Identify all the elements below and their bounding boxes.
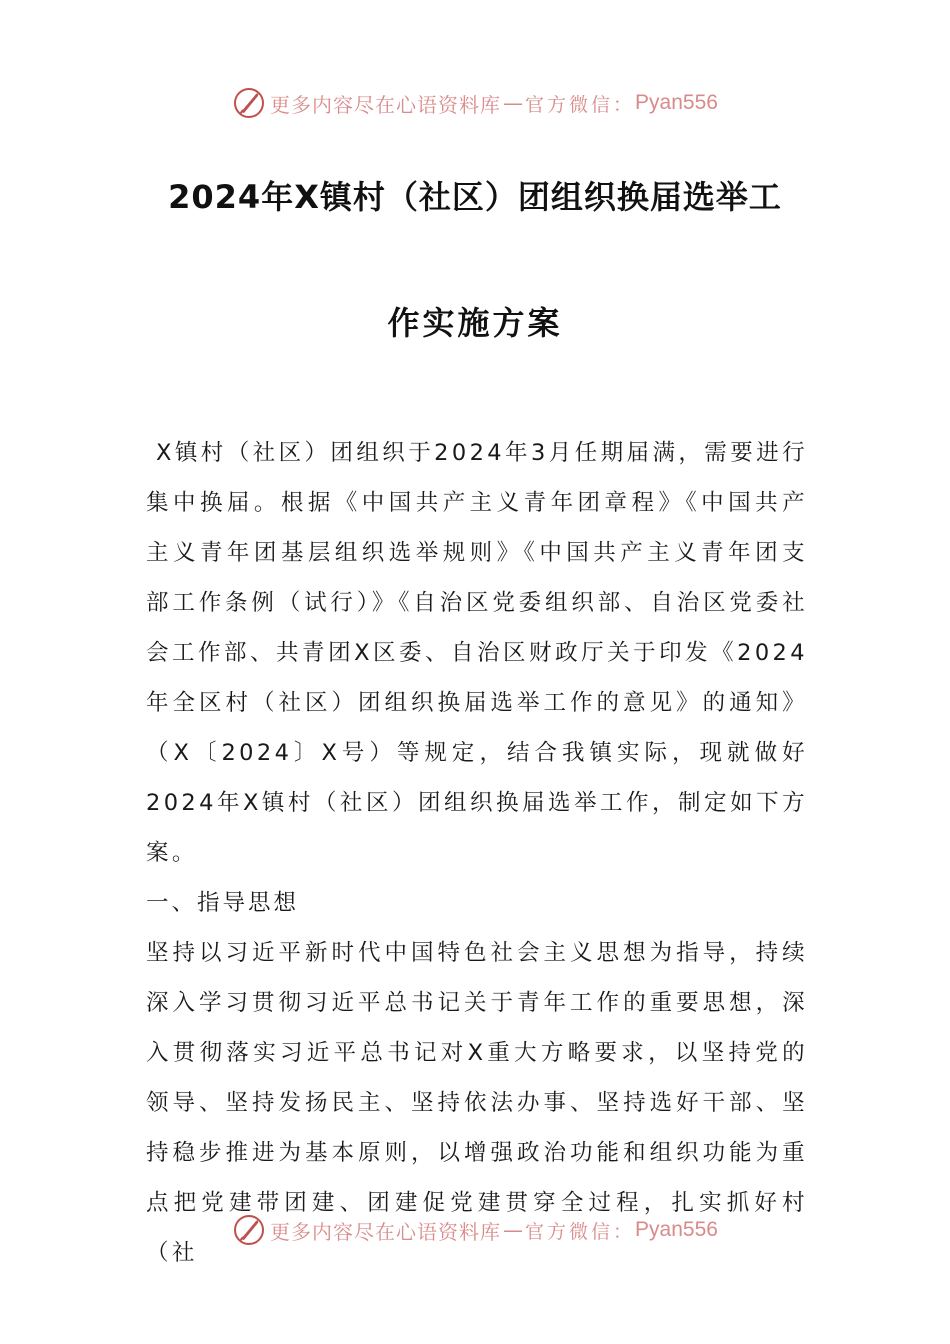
banner-wechat-label: 官方微信： (525, 1220, 636, 1243)
banner-wechat-label: 官方微信： (525, 93, 636, 116)
banner-text: 更多内容尽在心语资料库 (270, 92, 502, 117)
banner-wechat-id: Pyan556 (635, 91, 718, 114)
document-body (146, 428, 808, 1278)
document-title-line1: 2024年X镇村（社区）团组织换届选举工 (168, 178, 782, 216)
banner-wechat-id: Pyan556 (635, 1218, 718, 1241)
header-banner (0, 83, 950, 123)
footer-banner (0, 1210, 950, 1250)
section-paragraph-guiding-ideology: 坚持以习近平新时代中国特色社会主义思想为指导，持续深入学习贯彻习近平总书记关于青年工作的重要思想，深入贯彻落实习近平总书记对X重大方略要求，以坚持党的领导、坚持发扬民主、坚持依法办事、坚持选好干部、坚持稳步推进为基本原则，以增强政治功能和组织功能为重点把党建带团建、团建促党建贯穿全过程，扎实抓好村（社 (146, 940, 808, 1266)
banner-dash: — (503, 1218, 524, 1242)
intro-paragraph: X镇村（社区）团组织于2024年3月任期届满，需要进行集中换届。根据《中国共产主义青年团章程》《中国共产主义青年团基层组织选举规则》《中国共产主义青年团支部工作条例（试行）》《自治区党委组织部、自治区党委社会工作部、共青团X区委、自治区财政厅关于印发《2024年全区村（社区）团组织换届选举工作的意见》的通知》（X〔2024〕X号）等规定，结合我镇实际，现就做好2024年X镇村（社区）团组织换届选举工作，制定如下方案。 (146, 440, 808, 866)
document-title-line2: 作实施方案 (387, 304, 563, 342)
quill-pen-icon (232, 1213, 266, 1247)
quill-pen-icon (232, 86, 266, 120)
banner-dash: — (503, 91, 524, 115)
banner-text: 更多内容尽在心语资料库 (270, 1219, 502, 1244)
section-heading-guiding-ideology: 一、指导思想 (146, 890, 300, 916)
